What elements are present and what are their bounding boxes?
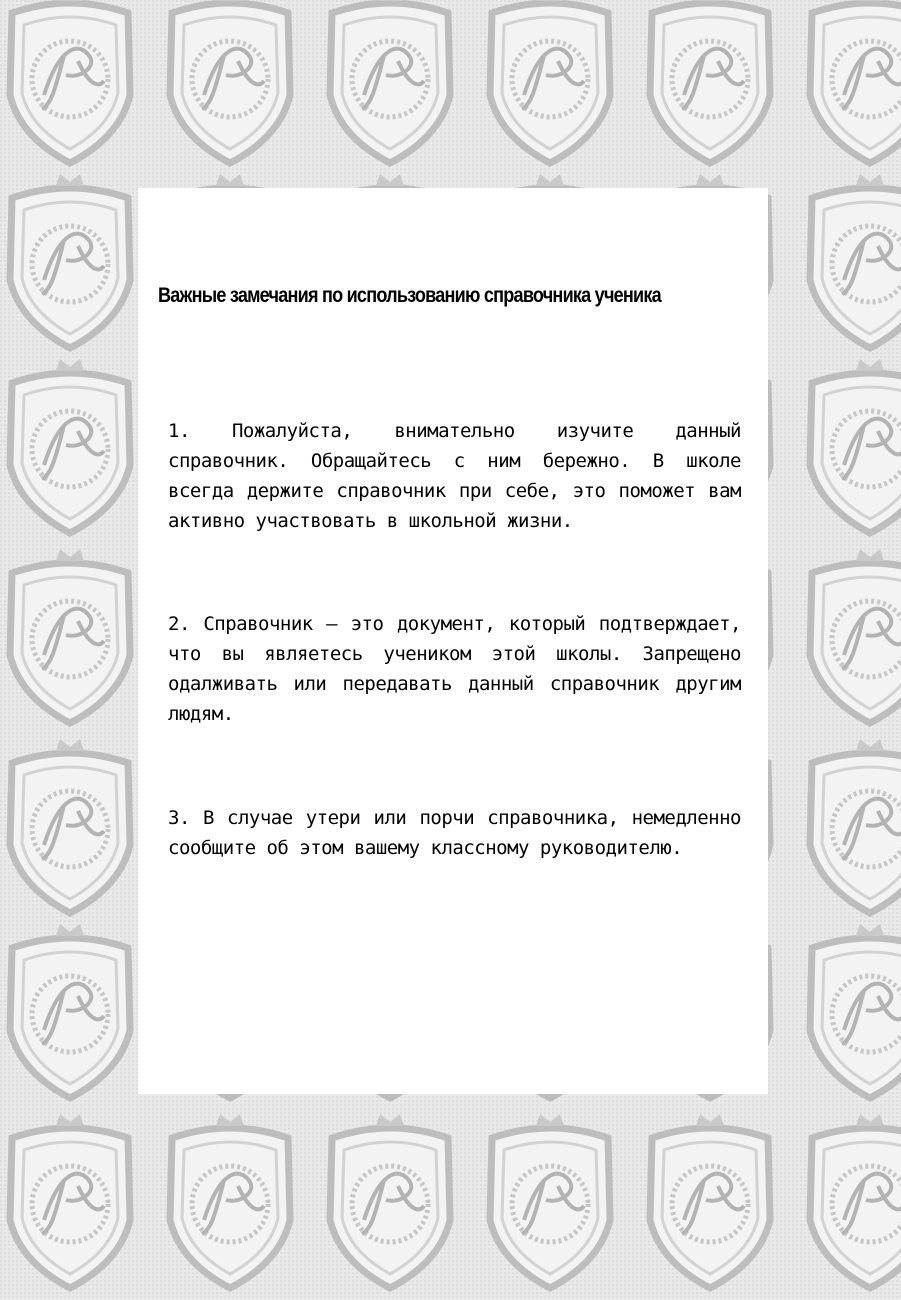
- content-panel: [138, 188, 768, 1094]
- page-title: Важные замечания по использованию справочника ученика: [158, 284, 661, 307]
- note-paragraph-2: 2. Справочник – это документ, который подтверждает, что вы являетесь учеником этой школы. Запрещено одалживать или передавать данный справочник другим людям.: [168, 613, 741, 725]
- note-paragraph-3: 3. В случае утери или порчи справочника, немедленно сообщите об этом вашему классному руководителю.: [168, 807, 741, 859]
- note-paragraph-1: 1. Пожалуйста, внимательно изучите данный справочник. Обращайтесь с ним бережно. В школе всегда держите справочник при себе, это поможет вам активно участвовать в школьной жизни.: [168, 420, 741, 532]
